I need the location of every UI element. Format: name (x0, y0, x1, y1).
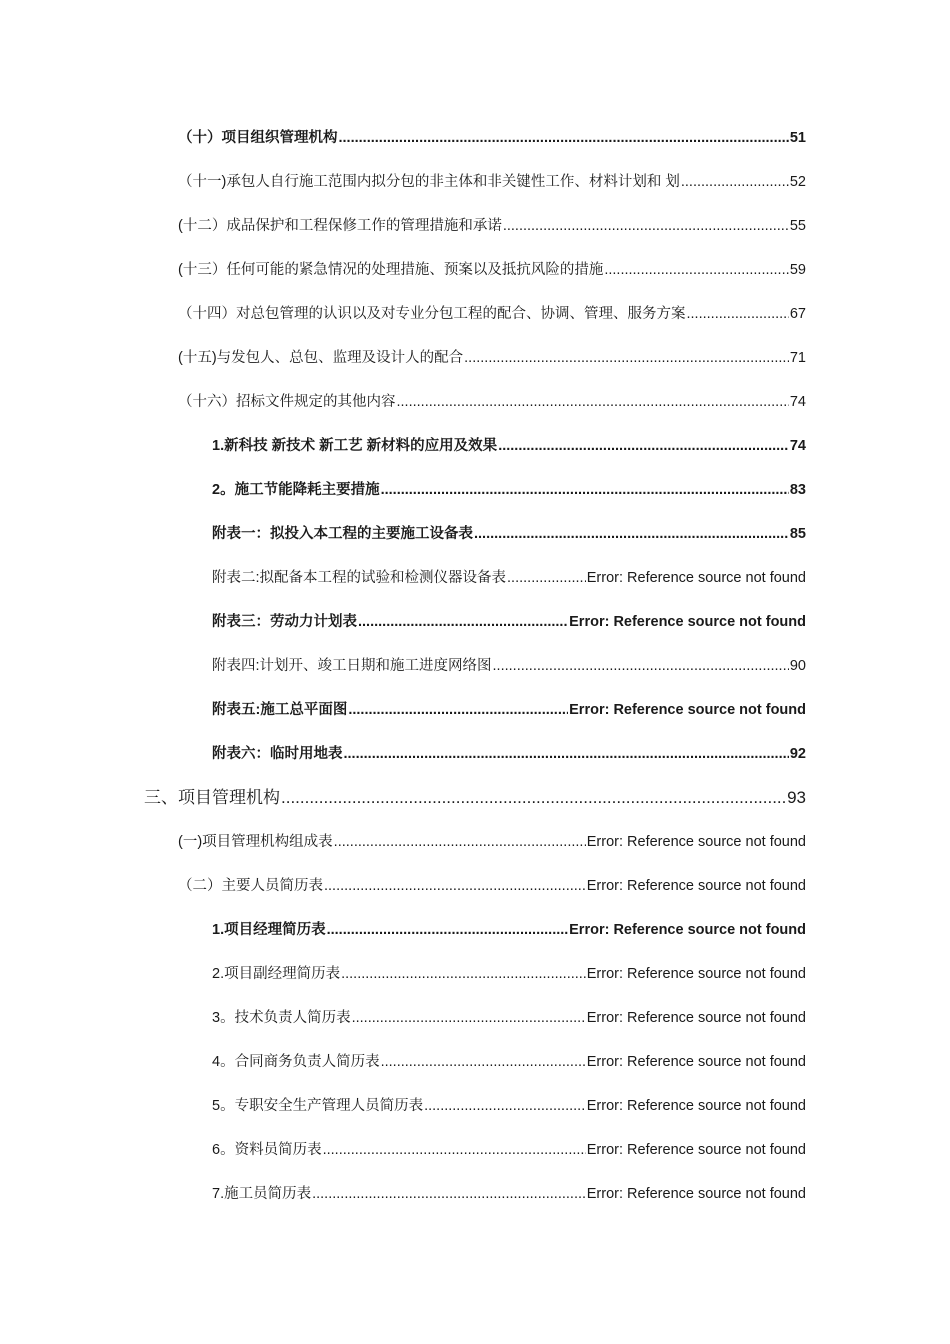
toc-entry[interactable] (178, 832, 806, 852)
toc-entry-title: （二）主要人员简历表 (178, 878, 323, 894)
toc-leader-dots (344, 744, 789, 764)
toc-entry-page: Error: Reference source not found (586, 570, 806, 586)
toc-entry[interactable] (212, 480, 806, 500)
toc-entry[interactable] (178, 876, 806, 896)
toc-entry-title: 三、项目管理机构 (144, 788, 280, 807)
toc-entry-title: 2。施工节能降耗主要措施 (212, 482, 380, 498)
toc-entry-title: (十二）成品保护和工程保修工作的管理措施和承诺 (178, 218, 502, 234)
toc-entry[interactable] (212, 700, 806, 720)
toc-leader-dots (397, 392, 789, 412)
toc-entry-title: 附表二:拟配备本工程的试验和检测仪器设备表 (212, 570, 507, 586)
toc-leader-dots (312, 1184, 586, 1204)
toc-entry-title: 5。专职安全生产管理人员简历表 (212, 1098, 424, 1114)
toc-entry-title: 7.施工员简历表 (212, 1186, 312, 1202)
toc-entry-title: 2.项目副经理简历表 (212, 966, 341, 982)
toc-entry-title: 附表六：临时用地表 (212, 746, 343, 762)
toc-entry-title: (一)项目管理机构组成表 (178, 834, 333, 850)
toc-entry-page: 67 (789, 306, 806, 322)
toc-leader-dots (381, 480, 789, 500)
toc-leader-dots (498, 436, 789, 456)
toc-leader-dots (493, 656, 789, 676)
toc-leader-dots (339, 128, 789, 148)
toc-entry-title: 4。合同商务负责人简历表 (212, 1054, 380, 1070)
toc-entry[interactable] (212, 920, 806, 940)
toc-entry[interactable] (144, 787, 806, 809)
toc-entry-page: 55 (789, 218, 806, 234)
toc-entry-page: 74 (789, 394, 806, 410)
toc-entry[interactable] (212, 1008, 806, 1028)
toc-leader-dots (281, 787, 786, 809)
toc-leader-dots (381, 1052, 586, 1072)
toc-entry-title: 1.项目经理简历表 (212, 922, 326, 938)
toc-entry[interactable] (212, 436, 806, 456)
toc-leader-dots (348, 700, 568, 720)
toc-entry[interactable] (178, 392, 806, 412)
toc-entry-title: 附表四:计划开、竣工日期和施工进度网络图 (212, 658, 492, 674)
toc-leader-dots (323, 1140, 586, 1160)
toc-entry-page: Error: Reference source not found (569, 614, 806, 630)
toc-entry[interactable] (178, 216, 806, 236)
toc-entry-title: 3。技术负责人简历表 (212, 1010, 351, 1026)
toc-leader-dots (358, 612, 568, 632)
toc-entry-title: (十三）任何可能的紧急情况的处理措施、预案以及抵抗风险的措施 (178, 262, 604, 278)
toc-entry[interactable] (212, 656, 806, 676)
toc-entry[interactable] (212, 1096, 806, 1116)
toc-entry[interactable] (212, 1052, 806, 1072)
toc-entry[interactable] (178, 348, 806, 368)
toc-entry-page: 85 (789, 526, 806, 542)
toc-entry-page: 93 (787, 788, 806, 807)
toc-entry-title: （十一)承包人自行施工范围内拟分包的非主体和非关键性工作、材料计划和 划 (178, 174, 680, 190)
toc-entry-title: 附表三：劳动力计划表 (212, 614, 357, 630)
toc-leader-dots (507, 568, 586, 588)
toc-entry[interactable] (212, 1184, 806, 1204)
toc-leader-dots (474, 524, 789, 544)
toc-entry-title: 1.新科技 新技术 新工艺 新材料的应用及效果 (212, 438, 498, 454)
toc-entry-page: Error: Reference source not found (569, 702, 806, 718)
toc-entry-page: 52 (789, 174, 806, 190)
toc-entry[interactable] (178, 172, 806, 192)
toc-entry[interactable] (178, 128, 806, 148)
toc-entry-page: 83 (789, 482, 806, 498)
toc-leader-dots (687, 304, 789, 324)
toc-leader-dots (327, 920, 569, 940)
toc-entry-page: 51 (789, 130, 806, 146)
toc-entry-page: 74 (789, 438, 806, 454)
toc-entry[interactable] (212, 964, 806, 984)
toc-leader-dots (341, 964, 586, 984)
toc-entry[interactable] (212, 568, 806, 588)
toc-entry-page: Error: Reference source not found (569, 922, 806, 938)
toc-leader-dots (352, 1008, 586, 1028)
toc-entry-page: Error: Reference source not found (586, 966, 806, 982)
toc-entry[interactable] (212, 744, 806, 764)
toc-entry-page: Error: Reference source not found (586, 878, 806, 894)
toc-entry-page: 90 (789, 658, 806, 674)
toc-leader-dots (424, 1096, 586, 1116)
toc-entry-page: 92 (789, 746, 806, 762)
toc-entry-page: 59 (789, 262, 806, 278)
toc-entry[interactable] (212, 1140, 806, 1160)
toc-leader-dots (604, 260, 789, 280)
toc-leader-dots (334, 832, 586, 852)
toc-entry-page: 71 (789, 350, 806, 366)
toc-leader-dots (503, 216, 789, 236)
toc-entry-page: Error: Reference source not found (586, 1054, 806, 1070)
toc-entry-title: （十六）招标文件规定的其他内容 (178, 394, 396, 410)
toc-entry-title: （十四）对总包管理的认识以及对专业分包工程的配合、协调、管理、服务方案 (178, 306, 686, 322)
toc-entry[interactable] (178, 304, 806, 324)
toc-leader-dots (464, 348, 789, 368)
toc-entry-page: Error: Reference source not found (586, 1186, 806, 1202)
toc-entry-title: 附表五:施工总平面图 (212, 702, 348, 718)
toc-entry-page: Error: Reference source not found (586, 834, 806, 850)
toc-leader-dots (324, 876, 586, 896)
toc-entry[interactable] (212, 612, 806, 632)
toc-leader-dots (681, 172, 789, 192)
toc-entry-page: Error: Reference source not found (586, 1010, 806, 1026)
toc-entry-page: Error: Reference source not found (586, 1098, 806, 1114)
toc-entry-title: 附表一：拟投入本工程的主要施工设备表 (212, 526, 473, 542)
toc-entry[interactable] (178, 260, 806, 280)
toc-entry-page: Error: Reference source not found (586, 1142, 806, 1158)
toc-entry-title: 6。资料员简历表 (212, 1142, 322, 1158)
toc-entry-title: （十）项目组织管理机构 (178, 130, 338, 146)
toc-entry[interactable] (212, 524, 806, 544)
toc-entry-title: (十五)与发包人、总包、监理及设计人的配合 (178, 350, 464, 366)
